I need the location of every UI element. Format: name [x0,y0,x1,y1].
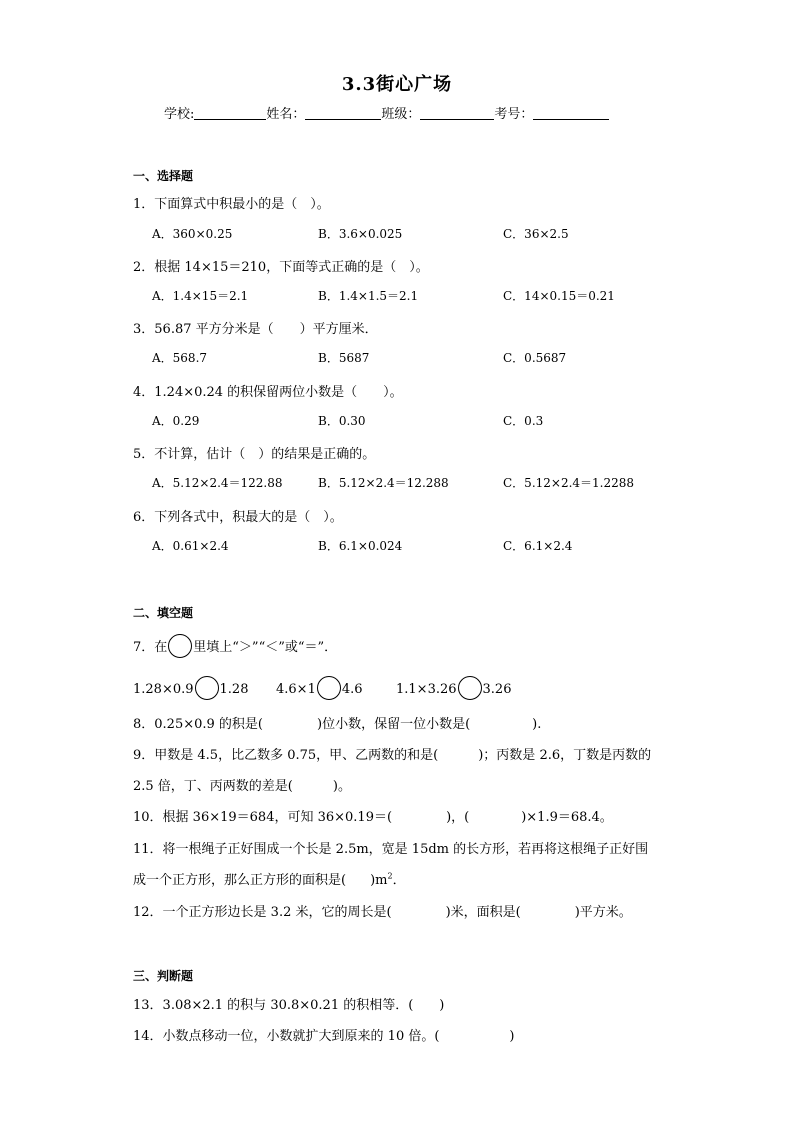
question-3: 3．56.87 平方分米是（ ）平方厘米． [133,322,378,337]
question-4: 4．1.24×0.24 的积保留两位小数是（ ）。 [133,385,403,400]
q7-item-3-answer-circle[interactable] [458,676,482,700]
q7-prefix: 7．在 [133,640,168,655]
q2-option-a[interactable]: A．1.4×15＝2.1 [152,289,249,303]
q7-item-1 [133,676,248,700]
q7-suffix: 里填上“＞”“＜”或“＝”． [193,640,338,655]
question-13: 13．3.08×2.1 的积与 30.8×0.21 的积相等．( ) [133,998,445,1013]
question-11-line-2: 成一个正方形，那么正方形的面积是( )$m^2$． [133,871,406,888]
q2-option-b[interactable]: B．1.4×1.5＝2.1 [318,289,419,303]
exam-number-label: 考号： [494,107,534,122]
q5-option-b[interactable]: B．5.12×2.4＝12.288 [318,476,449,490]
question-14: 14．小数点移动一位，小数就扩大到原来的 10 倍。( ) [133,1029,515,1044]
question-10: 10．根据 36×19＝684，可知 36×0.19＝( )，( )×1.9＝68.4。 [133,810,613,825]
exam-number-field[interactable] [533,107,609,120]
q7-item-2 [276,676,363,700]
q3-option-b[interactable]: B．5687 [318,351,370,365]
q4-option-b[interactable]: B．0.30 [318,414,366,428]
question-8: 8．0.25×0.9 的积是( )位小数，保留一位小数是( ). [133,717,542,732]
q7-circle-icon [168,634,192,658]
q7-item-1-left: 1.28×0.9 [133,682,194,697]
section-fill-heading: 二、填空题 [133,606,194,620]
question-11-line-1: 11．将一根绳子正好围成一个长是 2.5m，宽是 15dm 的长方形，若再将这根绳子正好围 [133,842,649,857]
q7-item-3-left: 1.1×3.26 [396,682,457,697]
q7-item-1-answer-circle[interactable] [195,676,219,700]
name-field[interactable] [305,107,381,120]
q1-option-c[interactable]: C．36×2.5 [503,227,569,241]
question-2: 2．根据 14×15＝210，下面等式正确的是（ ）。 [133,260,429,275]
school-field[interactable] [194,107,266,120]
question-5: 5．不计算，估计（ ）的结果是正确的。 [133,447,376,462]
q5-option-a[interactable]: A．5.12×2.4＝122.88 [152,476,283,490]
q6-option-b[interactable]: B．6.1×0.024 [318,539,403,553]
q5-option-c[interactable]: C．5.12×2.4＝1.2288 [503,476,635,490]
q1-option-b[interactable]: B．3.6×0.025 [318,227,403,241]
q7-item-1-right: 1.28 [219,682,249,697]
question-6: 6．下列各式中，积最大的是（ ）。 [133,510,343,525]
school-label: 学校: [164,107,195,122]
student-info [164,103,609,122]
question-1: 1．下面算式中积最小的是（ ）。 [133,197,330,212]
name-label: 姓名： [266,107,306,122]
page-title: 3.3街心广场 [341,74,453,95]
q6-option-c[interactable]: C．6.1×2.4 [503,539,573,553]
q4-option-c[interactable]: C．0.3 [503,414,544,428]
question-9-line-2: 2.5 倍，丁、丙两数的差是( )。 [133,779,351,794]
q7-item-2-answer-circle[interactable] [317,676,341,700]
question-7 [133,634,337,658]
q2-option-c[interactable]: C．14×0.15＝0.21 [503,289,615,303]
question-12: 12．一个正方形边长是 3.2 米，它的周长是( )米，面积是( )平方米。 [133,905,632,920]
question-9-line-1: 9．甲数是 4.5，比乙数多 0.75，甲、乙两数的和是( )；丙数是 2.6，丁数是丙数的 [133,748,652,763]
q7-item-2-right: 4.6 [341,682,363,697]
q3-option-a[interactable]: A．568.7 [152,351,208,365]
class-label: 班级： [381,107,421,122]
q3-option-c[interactable]: C．0.5687 [503,351,567,365]
section-judge-heading: 三、判断题 [133,969,194,983]
section-choice-heading: 一、选择题 [133,169,194,183]
q7-item-2-left: 4.6×1 [276,682,316,697]
q7-item-3-right: 3.26 [482,682,512,697]
q4-option-a[interactable]: A．0.29 [152,414,200,428]
class-field[interactable] [420,107,494,120]
q6-option-a[interactable]: A．0.61×2.4 [152,539,229,553]
q1-option-a[interactable]: A．360×0.25 [152,227,233,241]
q7-item-3 [396,676,511,700]
